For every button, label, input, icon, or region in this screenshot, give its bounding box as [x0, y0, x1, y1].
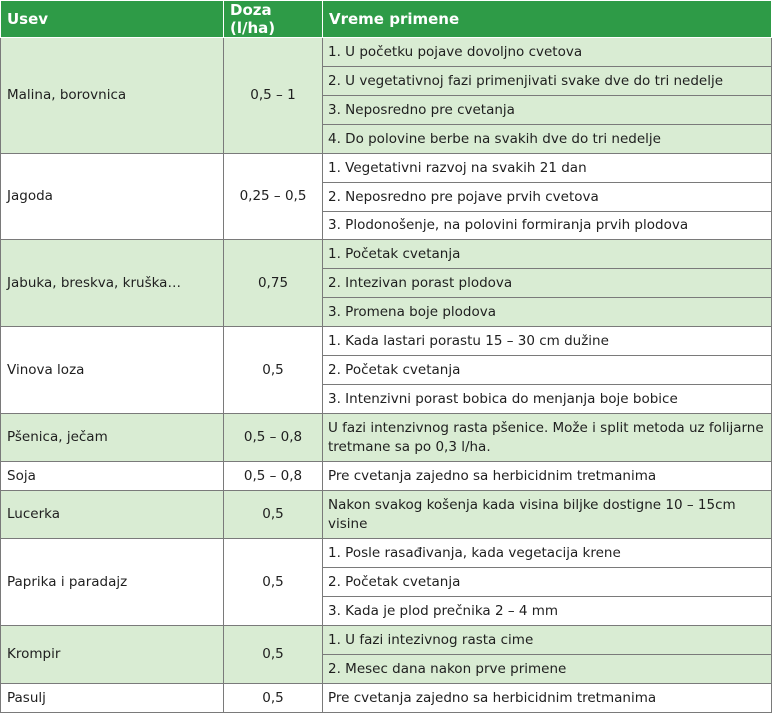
timing-cell: 3. Promena boje plodova — [323, 298, 772, 327]
table-row — [1, 626, 772, 655]
timing-cell: 2. Intezivan porast plodova — [323, 269, 772, 298]
crop-cell: Paprika i paradajz — [1, 539, 224, 626]
timing-cell: 1. U fazi intezivnog rasta cime — [323, 626, 772, 655]
crop-cell: Vinova loza — [1, 327, 224, 414]
header-dose: Doza (l/ha) — [224, 1, 323, 38]
table-row — [1, 684, 772, 713]
timing-cell: 3. Intenzivni porast bobica do menjanja boje bobice — [323, 385, 772, 414]
crop-cell: Pšenica, ječam — [1, 414, 224, 462]
dose-cell: 0,5 — [224, 626, 323, 684]
dose-cell: 0,5 — [224, 684, 323, 713]
timing-cell: 1. U početku pojave dovoljno cvetova — [323, 38, 772, 67]
timing-cell: 2. Početak cvetanja — [323, 356, 772, 385]
timing-cell: 3. Plodonošenje, na polovini formiranja prvih plodova — [323, 212, 772, 240]
table-row — [1, 462, 772, 491]
dose-cell: 0,5 — [224, 327, 323, 414]
timing-cell: 1. Vegetativni razvoj na svakih 21 dan — [323, 154, 772, 183]
timing-cell: 3. Neposredno pre cvetanja — [323, 96, 772, 125]
header-timing: Vreme primene — [323, 1, 772, 38]
dose-cell: 0,25 – 0,5 — [224, 154, 323, 240]
crop-cell: Krompir — [1, 626, 224, 684]
table-row — [1, 327, 772, 356]
header-row — [1, 1, 772, 38]
timing-cell: 4. Do polovine berbe na svakih dve do tri nedelje — [323, 125, 772, 154]
dose-cell: 0,5 — [224, 539, 323, 626]
timing-cell: 2. Neposredno pre pojave prvih cvetova — [323, 183, 772, 212]
timing-cell: 2. U vegetativnoj fazi primenjivati svake dve do tri nedelje — [323, 67, 772, 96]
timing-cell: 2. Mesec dana nakon prve primene — [323, 655, 772, 684]
dose-cell: 0,5 – 0,8 — [224, 462, 323, 491]
timing-cell: 2. Početak cvetanja — [323, 568, 772, 597]
timing-cell: 1. Kada lastari porastu 15 – 30 cm dužine — [323, 327, 772, 356]
dose-cell: 0,5 – 0,8 — [224, 414, 323, 462]
timing-cell: Nakon svakog košenja kada visina biljke dostigne 10 – 15cm visine — [323, 491, 772, 539]
crop-cell: Malina, borovnica — [1, 38, 224, 154]
table-body — [1, 38, 772, 713]
table-row — [1, 491, 772, 539]
crop-cell: Lucerka — [1, 491, 224, 539]
crop-cell: Jabuka, breskva, kruška… — [1, 240, 224, 327]
timing-cell: 1. Posle rasađivanja, kada vegetacija krene — [323, 539, 772, 568]
timing-cell: U fazi intenzivnog rasta pšenice. Može i split metoda uz folijarne tretmane sa po 0,3 l/ha. — [323, 414, 772, 462]
crop-cell: Soja — [1, 462, 224, 491]
header-crop: Usev — [1, 1, 224, 38]
table-row — [1, 154, 772, 183]
timing-cell: Pre cvetanja zajedno sa herbicidnim tretmanima — [323, 684, 772, 713]
dose-cell: 0,75 — [224, 240, 323, 327]
table-row — [1, 240, 772, 269]
crop-cell: Pasulj — [1, 684, 224, 713]
crop-cell: Jagoda — [1, 154, 224, 240]
timing-cell: Pre cvetanja zajedno sa herbicidnim tretmanima — [323, 462, 772, 491]
timing-cell: 3. Kada je plod prečnika 2 – 4 mm — [323, 597, 772, 626]
table-row — [1, 38, 772, 67]
dose-cell: 0,5 — [224, 491, 323, 539]
table-row — [1, 414, 772, 462]
table-row — [1, 539, 772, 568]
dose-cell: 0,5 – 1 — [224, 38, 323, 154]
timing-cell: 1. Početak cvetanja — [323, 240, 772, 269]
